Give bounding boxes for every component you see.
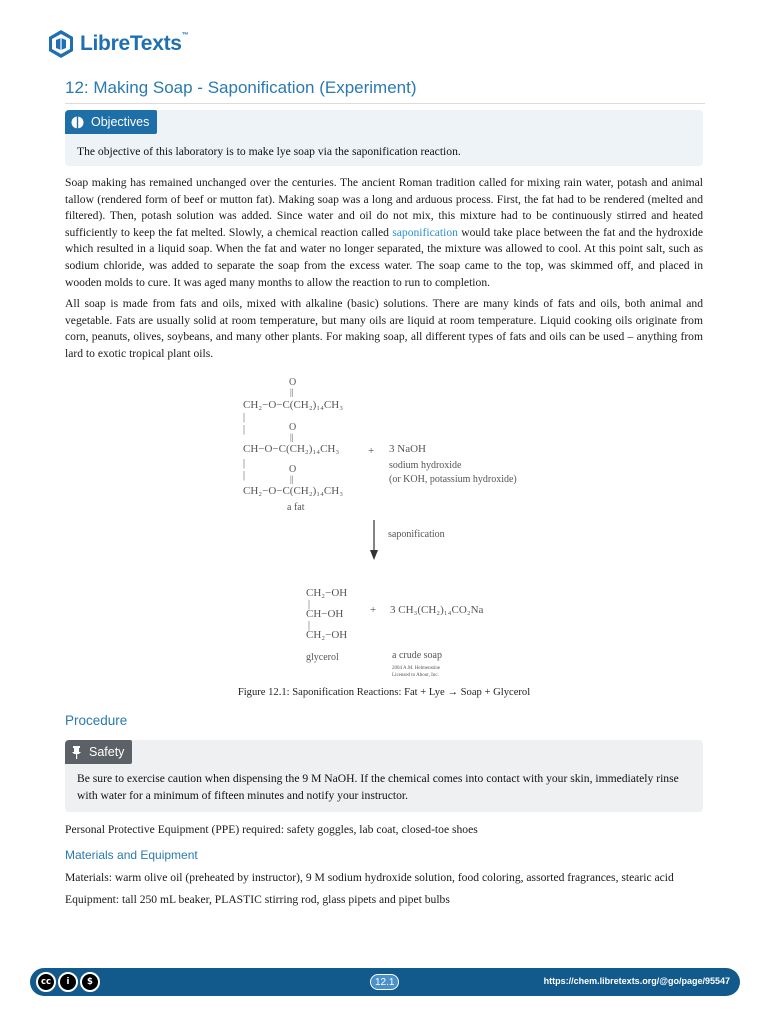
site-header bbox=[46, 26, 188, 62]
safety-label: Safety bbox=[89, 745, 125, 759]
fig-bond: || bbox=[290, 432, 294, 442]
fig-vbar: | bbox=[243, 412, 246, 423]
fig-fat-row3: CH₂−O−C(CH₂)₁₄CH₃ bbox=[243, 485, 344, 497]
fig-fat-row1: CH₂−O−C(CH₂)₁₄CH₃ bbox=[243, 399, 344, 411]
figure-caption: Figure 12.1: Saponification Reactions: Fat + Lye → Soap + Glycerol bbox=[237, 687, 531, 698]
objectives-box bbox=[65, 110, 703, 166]
fig-glycerol-label: glycerol bbox=[306, 652, 339, 663]
page-number: 12.1 bbox=[370, 974, 399, 990]
fig-vbar: | bbox=[243, 458, 246, 469]
libretexts-logo-text[interactable]: LibreTexts™ bbox=[80, 32, 189, 55]
fig-plus: + bbox=[368, 445, 375, 457]
fig-naoh: 3 NaOH bbox=[389, 443, 426, 455]
materials-line: Materials: warm olive oil (preheated by instructor), 9 M sodium hydroxide solution, food coloring, assorted fragrances, stearic acid bbox=[65, 871, 674, 884]
fig-o: O bbox=[289, 464, 297, 475]
fig-plus: + bbox=[370, 604, 377, 616]
intro-paragraph-1: Soap making has remained unchanged over the centuries. The ancient Roman tradition called for mixing rain water, potash and animal tallow (rendered form of beef or mutton fat). Making soap was a long and arduous process. First, the fat had to be rendered (melted and filtered). Then, potash solution was added. Since water and oil do not mix, this mixture had to be continuously stirred and heated sufficiently to keep the fat melted. Slowly, a chemical reaction called saponification would take place between the fat and the hydroxide which resulted in a liquid soap. When the fat and water no longer separated, the mixture was allowed to cool. At this point salt, such as sodium chloride, was added to separate the soap from the excess water. The soap came to the top, was skimmed off, and placed in wooden molds to cure. It was aged many months to allow the reaction to run to completion. bbox=[65, 176, 704, 289]
fig-fat-label: a fat bbox=[287, 502, 305, 513]
fig-vbar: | bbox=[243, 424, 246, 435]
fig-vbar: | bbox=[308, 599, 311, 610]
fig-credit: 2004 A.M. Helmenstine bbox=[392, 666, 441, 671]
by-icon: i bbox=[58, 972, 78, 992]
materials-heading: Materials and Equipment bbox=[65, 848, 198, 862]
fig-credit: Licensed to About, Inc. bbox=[392, 673, 439, 678]
page-url-link[interactable]: https://chem.libretexts.org/@go/page/95547 bbox=[543, 976, 730, 986]
fig-fat-row2: CH−O−C(CH₂)₁₄CH₃ bbox=[243, 443, 340, 455]
fig-bond: || bbox=[290, 474, 294, 484]
intro-paragraph-2: All soap is made from fats and oils, mixed with alkaline (basic) solutions. There are many kinds of fats and oils, both animal and vegetable. Fats are usually solid at room temperature, but many oils are liquid at room temperature. Liquid cooking oils originate from corn, peanuts, olives, soybeans, and many other plants. For making soap, all different types of fats and oils can be used – anything from lard to exotic tropical plant oils. bbox=[65, 297, 703, 360]
page-title: 12: Making Soap - Saponification (Experiment) bbox=[65, 78, 705, 104]
fig-o: O bbox=[289, 422, 297, 433]
procedure-heading: Procedure bbox=[65, 713, 128, 728]
page-footer bbox=[30, 968, 740, 996]
objectives-label: Objectives bbox=[91, 115, 150, 129]
nc-icon: $ bbox=[80, 972, 100, 992]
fig-gly-row1: CH₂−OH bbox=[306, 587, 348, 599]
saponification-figure bbox=[232, 372, 542, 684]
saponification-link[interactable]: saponification bbox=[392, 225, 458, 239]
safety-text: Be sure to exercise caution when dispensing the 9 M NaOH. If the chemical comes into contact with your skin, immediately rinse with water for a minimum of fifteen minutes and notify your instructor. bbox=[77, 772, 679, 802]
fig-vbar: | bbox=[308, 620, 311, 631]
objectives-icon bbox=[71, 116, 84, 129]
fig-arrow-label: saponification bbox=[388, 529, 445, 540]
equipment-line: Equipment: tall 250 mL beaker, PLASTIC stirring rod, glass pipets and pipet bulbs bbox=[65, 893, 450, 906]
libretexts-logo-icon[interactable] bbox=[46, 29, 76, 59]
cc-icon: cc bbox=[36, 972, 56, 992]
fig-o: O bbox=[289, 377, 297, 388]
objectives-tag bbox=[65, 110, 157, 134]
fig-naoh-name: sodium hydroxide bbox=[389, 460, 462, 471]
fig-soap-label: a crude soap bbox=[392, 650, 442, 661]
reaction-arrow-head bbox=[370, 550, 378, 560]
fig-vbar: | bbox=[243, 470, 246, 481]
cc-license-badge[interactable] bbox=[36, 972, 102, 992]
objectives-text: The objective of this laboratory is to make lye soap via the saponification reaction. bbox=[77, 145, 461, 158]
ppe-line: Personal Protective Equipment (PPE) required: safety goggles, lab coat, closed-toe shoes bbox=[65, 823, 478, 836]
safety-tag bbox=[65, 740, 132, 764]
pushpin-icon bbox=[71, 746, 82, 759]
fig-koh-note: (or KOH, potassium hydroxide) bbox=[389, 474, 517, 485]
fig-bond: || bbox=[290, 387, 294, 397]
fig-gly-row2: CH−OH bbox=[306, 608, 344, 620]
safety-box bbox=[65, 740, 703, 812]
fig-gly-row3: CH₂−OH bbox=[306, 629, 348, 641]
fig-soap-formula: 3 CH₃(CH₂)₁₄CO₂Na bbox=[390, 604, 484, 616]
